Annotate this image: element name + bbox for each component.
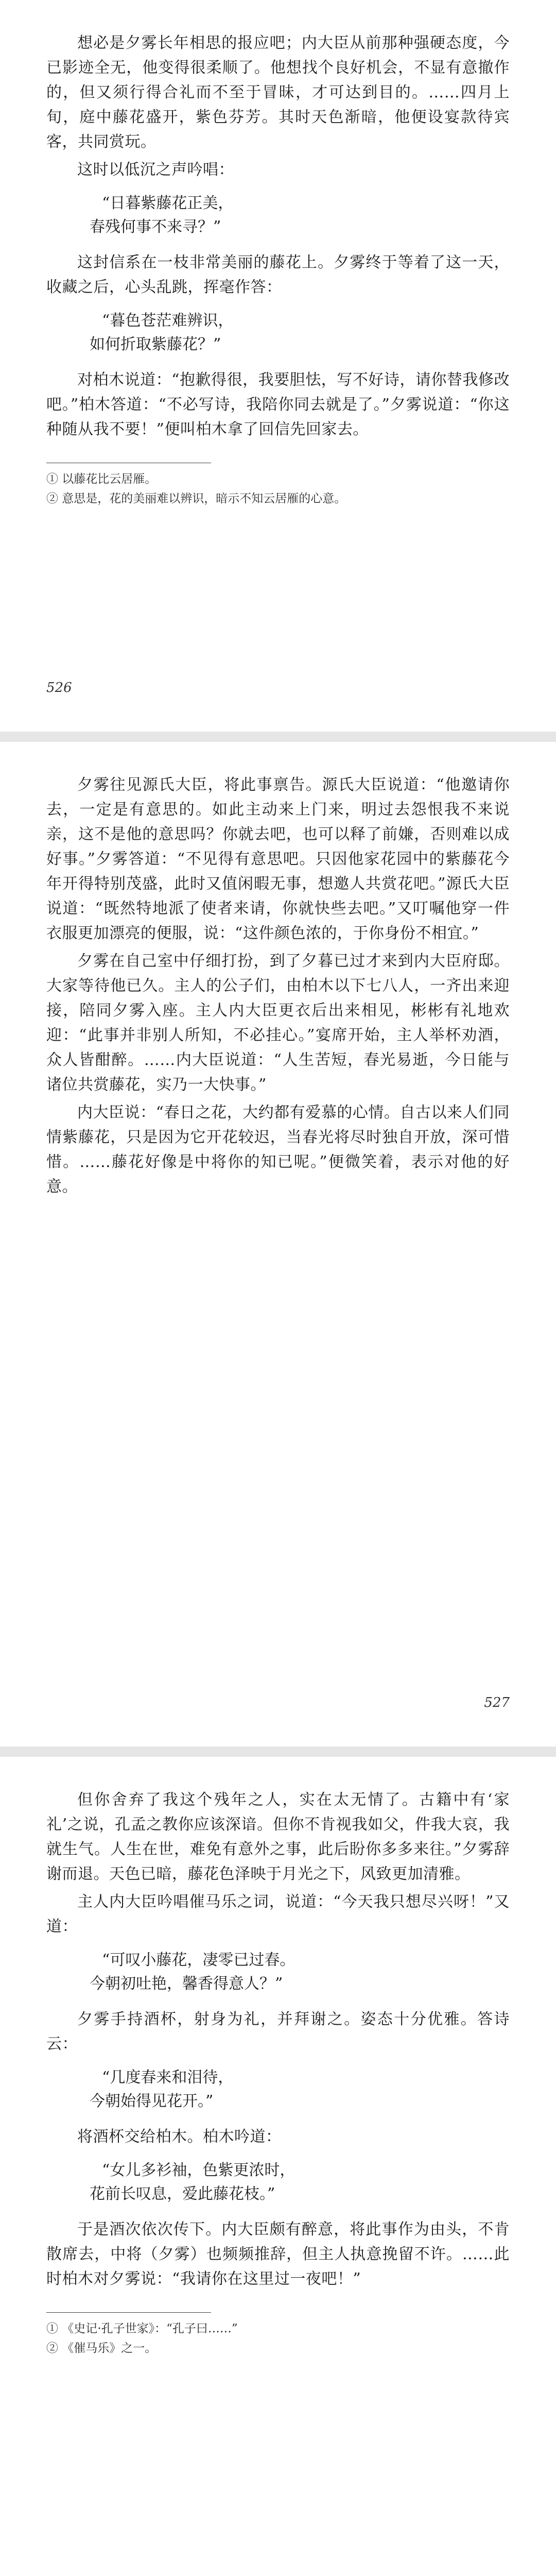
paragraph: 夕雾手持酒杯，射身为礼，并拜谢之。姿态十分优雅。答诗云： <box>46 2010 510 2053</box>
paragraph: 将酒杯交给柏木。柏木吟道： <box>77 2128 282 2146</box>
poem-line: “暮色苍茫难辨识， <box>102 312 234 330</box>
paragraph: 对柏木说道：“抱歉得很，我要胆怯，写不好诗，请你替我修改吧。”柏木答道：“不必写诗，我陪你同去就是了。”夕雾说道：“你这种随从我不要！”便叫柏木拿了回信先回家去。 <box>46 371 510 438</box>
poem-line: 今朝初吐艳，馨香得意人？” <box>90 1975 283 1993</box>
paragraph: 想必是夕雾长年相思的报应吧；内大臣从前那种强硬态度，今已影迹全无，他变得很柔顺了。他想找个良好机会，不显有意撤作的，但又须行得合礼而不至于冒昧，才可达到目的。……四月上旬，庭中藤花盛开，紫色芬芳。其时天色渐暗，他便设宴款待宾客，共同赏玩。 <box>46 34 510 151</box>
footnote: ① 《史记·孔子世家》：“孔子曰……” <box>46 2322 238 2335</box>
paragraph: 内大臣说：“春日之花，大约都有爱慕的心情。自古以来人们同情紫藤花，只是因为它开花较迟，当春光将尽时独自开放，深可惜惜。……藤花好像是中将你的知已呢。”便微笑着，表示对他的好意。 <box>46 1104 510 1196</box>
paragraph: 但你舍弃了我这个残年之人，实在太无情了。古籍中有‘家礼’之说，孔孟之教你应该深谙。但你不肯视我如父，件我大哀，我就生气。人生在世，难免有意外之事，此后盼你多多来往。”夕雾辞谢而退。天色已暗，藤花色泽映于月光之下，风致更加清雅。 <box>46 1791 510 1883</box>
book-page-527 <box>0 742 556 1747</box>
book-page-528 <box>0 1757 556 2576</box>
poem-line: “可叹小藤花，凄零已过春。 <box>102 1951 296 1969</box>
poem <box>46 309 510 357</box>
poem <box>46 2066 510 2113</box>
page-number: 526 <box>46 680 72 696</box>
book-page-526 <box>0 0 556 732</box>
paragraph: 这时以低沉之声吟唱： <box>77 161 234 179</box>
poem-line: “女儿多衫袖，色紫更浓时， <box>102 2161 296 2179</box>
poem-line: 花前长叹息，爱此藤花枝。” <box>90 2185 275 2203</box>
poem-line: “几度春来和泪待， <box>102 2069 234 2087</box>
page-number: 527 <box>484 1695 510 1710</box>
poem-line: “日暮紫藤花正美， <box>102 194 234 212</box>
footnote: ① 以藤花比云居雁。 <box>46 472 157 486</box>
poem-line: 春残何事不来寻？” <box>90 218 221 236</box>
poem <box>46 1948 510 1996</box>
poem <box>46 2159 510 2206</box>
paragraph: 夕雾往见源氏大臣，将此事禀告。源氏大臣说道：“他邀请你去，一定是有意思的。如此主动来上门来，明过去怨恨我不来说亲，这不是他的意思吗？你就去吧，也可以释了前嫌，否则难以成好事。”夕雾答道：“不见得有意思吧。只因他家花园中的紫藤花今年开得特别茂盛，此时又值闲暇无事，想邀人共赏花吧。”源氏大臣说道：“既然特地派了使者来请，你就快些去吧。”又叮嘱他穿一件衣服更加漂亮的便服，说：“这件颜色浓的，于你身份不相宜。” <box>46 776 510 942</box>
footnote: ② 意思是，花的美丽难以辨识，暗示不知云居雁的心意。 <box>46 492 346 505</box>
paragraph: 夕雾在自己室中仔细打扮，到了夕暮已过才来到内大臣府邸。大家等待他已久。主人的公子们，由柏木以下七八人，一齐出来迎接，陪同夕雾入座。主人内大臣更衣后出来相见，彬彬有礼地欢迎：“此事并非别人所知，不必挂心。”宴席开始，主人举杯劝酒，众人皆酣醉。……内大臣说道：“人生苦短，春光易逝，今日能与诸位共赏藤花，实乃一大快事。” <box>46 952 510 1094</box>
paragraph: 这封信系在一枝非常美丽的藤花上。夕雾终于等着了这一天，收藏之后，心头乱跳，挥毫作答： <box>46 253 510 296</box>
poem-line: 今朝始得见花开。” <box>90 2092 214 2110</box>
paragraph: 主人内大臣吟唱催马乐之词，说道：“今天我只想尽兴呀！”又道： <box>46 1893 510 1936</box>
footnote: ② 《催马乐》之一。 <box>46 2342 157 2355</box>
poem-line: 如何折取紫藤花？” <box>90 335 221 353</box>
paragraph: 于是酒次依次传下。内大臣颇有醉意，将此事作为由头，不肯散席去，中将（夕雾）也频频推辞，但主人执意挽留不许。……此时柏木对夕雾说：“我请你在这里过一夜吧！” <box>46 2221 510 2288</box>
poem <box>46 192 510 239</box>
footnote-divider <box>46 2312 211 2313</box>
